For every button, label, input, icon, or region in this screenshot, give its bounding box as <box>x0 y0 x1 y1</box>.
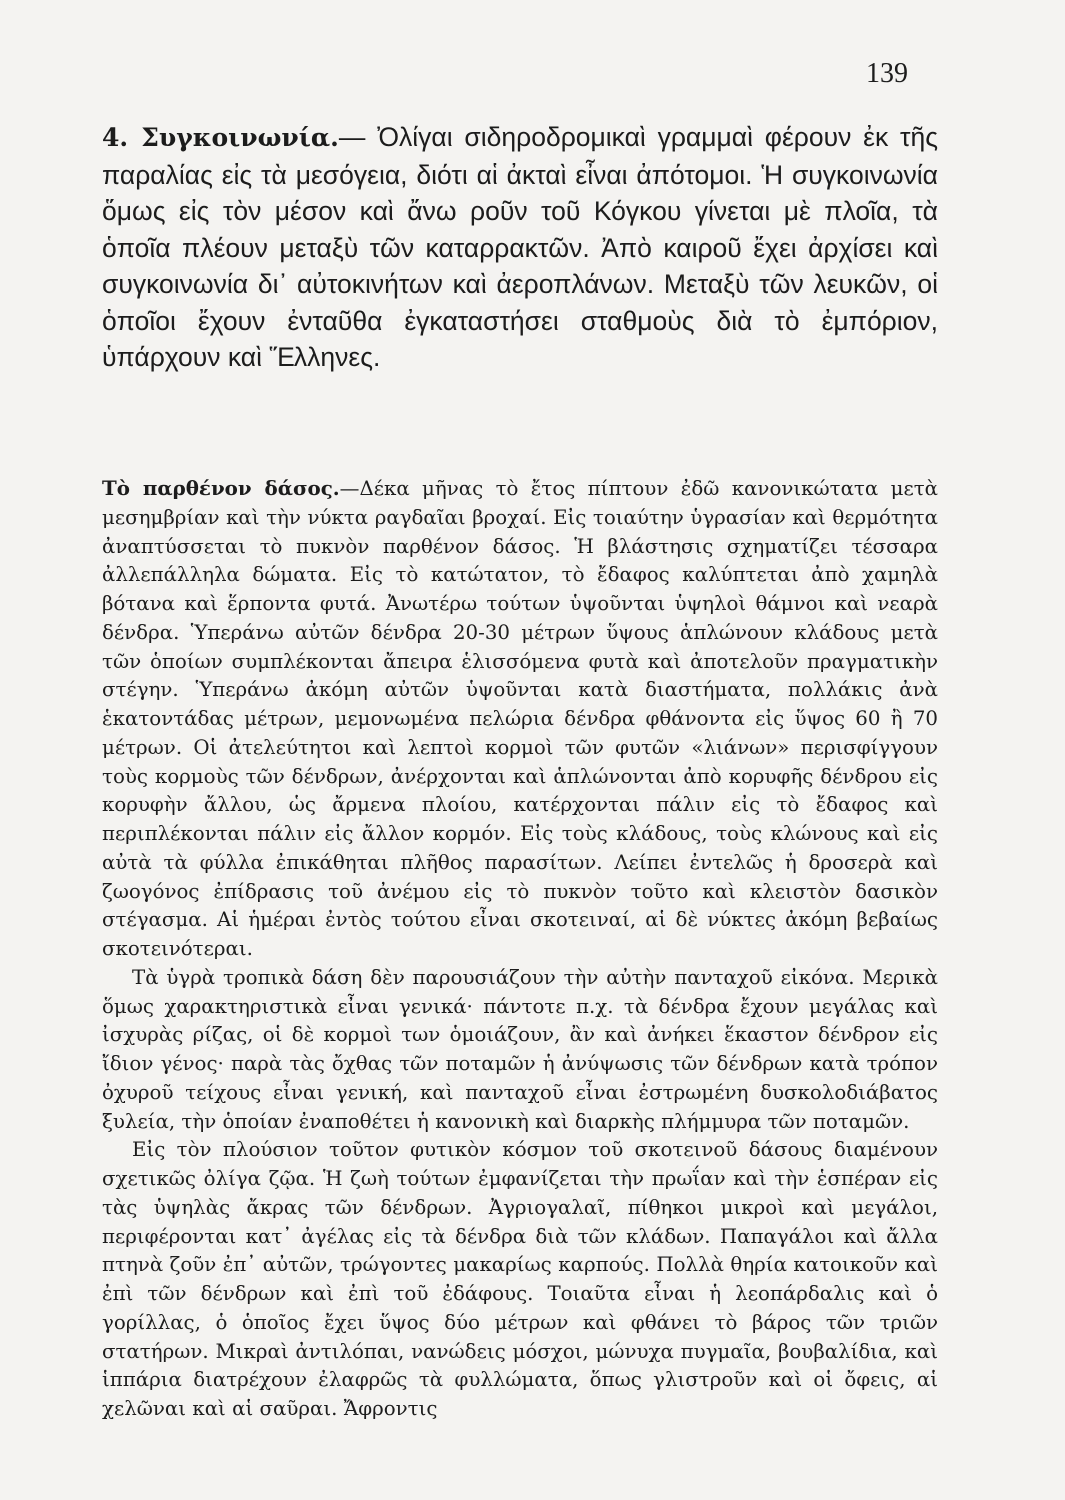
section-heading-communication: 4. Συγκοινωνία. <box>102 123 339 152</box>
forest-paragraph-2: Τὰ ὑγρὰ τροπικὰ δάση δὲν παρουσιάζουν τὴν αὐτὴν πανταχοῦ εἰκόνα. Μερικὰ ὅμως χαρακτηριστικὰ εἶναι γενικά· πάντοτε π.χ. τὰ δένδρα ἔχουν μεγάλας καὶ ἰσχυρὰς ρίζας, οἱ δὲ κορμοὶ των ὁμοιάζουν, ἂν καὶ ἀνήκει ἕκαστον δένδρον εἰς ἴδιον γένος· παρὰ τὰς ὄχθας τῶν ποταμῶν ἡ ἀνύψωσις τῶν δένδρων κατὰ τρόπον ὀχυροῦ τείχους εἶναι γενική, καὶ πανταχοῦ εἶναι ἐστρωμένη δυσκολοδιάβατος ξυλεία, τὴν ὁποίαν ἐναποθέτει ἡ κανονικὴ καὶ διαρκὴς πλήμμυρα τῶν ποταμῶν. <box>102 965 938 1133</box>
page-number: 139 <box>866 58 908 89</box>
forest-paragraph-1-text: —Δέκα μῆνας τὸ ἔτος πίπτουν ἐδῶ κανονικώτατα μετὰ μεσημβρίαν καὶ τὴν νύκτα ραγδαῖαι βροχαί. Εἰς τοιαύτην ὑγρασίαν καὶ θερμότητα ἀναπτύσσεται τὸ πυκνὸν παρθένον δάσος. Ἡ βλάστησις σχηματίζει τέσσαρα ἀλλεπάλληλα δώματα. Εἰς τὸ κατώτατον, τὸ ἔδαφος καλύπτεται ἀπὸ χαμηλὰ βότανα καὶ ἕρποντα φυτά. Ἀνωτέρω τούτων ὑψοῦνται ὑψηλοὶ θάμνοι καὶ νεαρὰ δένδρα. Ὑπεράνω αὐτῶν δένδρα 20-30 μέτρων ὕψους ἁπλώνουν κλάδους μετὰ τῶν ὁποίων συμπλέκονται ἄπειρα ἑλισσόμενα φυτὰ καὶ ἀποτελοῦν πραγματικὴν στέγην. Ὑπεράνω ἀκόμη αὐτῶν ὑψοῦνται κατὰ διαστήματα, πολλάκις ἀνὰ ἑκατοντάδας μέτρων, μεμονωμένα πελώρια δένδρα φθάνοντα εἰς ὕψος 60 ἢ 70 μέτρων. Οἱ ἀτελεύτητοι καὶ λεπτοὶ κορμοὶ τῶν φυτῶν «λιάνων» περισφίγγουν τοὺς κορμοὺς τῶν δένδρων, ἀνέρχονται καὶ ἁπλώνονται ἀπὸ κορυφῆς δένδρου εἰς κορυφὴν ἄλλου, ὡς ἄρμενα πλοίου, κατέρχονται πάλιν εἰς τὸ ἔδαφος καὶ περιπλέκονται πάλιν εἰς ἄλλον κορμόν. Εἰς τοὺς κλάδους, τοὺς κλώνους καὶ εἰς αὐτὰ τὰ φύλλα ἐπικάθηται πλῆθος παρασίτων. Λείπει ἐντελῶς ἡ δροσερὰ καὶ ζωογόνος ἐπίδρασις τοῦ ἀνέμου εἰς τὸ πυκνὸν τοῦτο καὶ κλειστὸν δασικὸν στέγασμα. Αἱ ἡμέραι ἐντὸς τούτου εἶναι σκοτειναί, αἱ δὲ νύκτες ἀκόμη βεβαίως σκοτεινότεραι. <box>102 477 938 960</box>
communication-paragraph <box>102 119 938 376</box>
forest-paragraph-3: Εἰς τὸν πλούσιον τοῦτον φυτικὸν κόσμον τοῦ σκοτεινοῦ δάσους διαμένουν σχετικῶς ὀλίγα ζῷα. Ἡ ζωὴ τούτων ἐμφανίζεται τὴν πρωΐαν καὶ τὴν ἑσπέραν εἰς τὰς ὑψηλὰς ἄκρας τῶν δένδρων. Ἀγριογαλαῖ, πίθηκοι μικροὶ καὶ μεγάλοι, περιφέρονται κατ᾽ ἀγέλας εἰς τὰ δένδρα διὰ τῶν κλάδων. Παπαγάλοι καὶ ἄλλα πτηνὰ ζοῦν ἐπ᾽ αὐτῶν, τρώγοντες μακαρίως καρπούς. Πολλὰ θηρία κατοικοῦν καὶ ἐπὶ τῶν δένδρων καὶ ἐπὶ τοῦ ἐδάφους. Τοιαῦτα εἶναι ἡ λεοπάρδαλις καὶ ὁ γορίλλας, ὁ ὁποῖος ἔχει ὕψος δύο μέτρων καὶ φθάνει τὸ βάρος τῶν τριῶν στατήρων. Μικραὶ ἀντιλόπαι, νανώδεις μόσχοι, μώνυχα πυγμαῖα, βουβαλίδια, καὶ ἱππάρια διατρέχουν ἐλαφρῶς τὰ φυλλώματα, ὅπως γλιστροῦν καὶ οἱ ὄφεις, αἱ χελῶναι καὶ αἱ σαῦραι. Ἄφροντις <box>102 1138 938 1420</box>
section-communication <box>102 119 938 376</box>
section-heading-virgin-forest: Τὸ παρθένον δάσος. <box>102 476 340 500</box>
section-virgin-forest <box>102 474 938 1424</box>
forest-paragraph-1 <box>102 474 938 964</box>
communication-text: — Ὀλίγαι σιδηροδρομικαὶ γραμμαὶ φέρουν ἐκ τῆς παραλίας εἰς τὰ μεσόγεια, διότι αἱ ἀκταὶ εἶναι ἀπότομοι. Ἡ συγκοινωνία ὅμως εἰς τὸν μέσον καὶ ἄνω ροῦν τοῦ Κόγκου γίνεται μὲ πλοῖα, τὰ ὁποῖα πλέουν μεταξὺ τῶν καταρρακτῶν. Ἀπὸ καιροῦ ἔχει ἀρχίσει καὶ συγκοινωνία δι᾽ αὐτοκινήτων καὶ ἀεροπλάνων. Μεταξὺ τῶν λευκῶν, οἱ ὁποῖοι ἔχουν ἐνταῦθα ἐγκαταστήσει σταθμοὺς διὰ τὸ ἐμπόριον, ὑπάρχουν καὶ Ἕλληνες. <box>102 122 938 372</box>
